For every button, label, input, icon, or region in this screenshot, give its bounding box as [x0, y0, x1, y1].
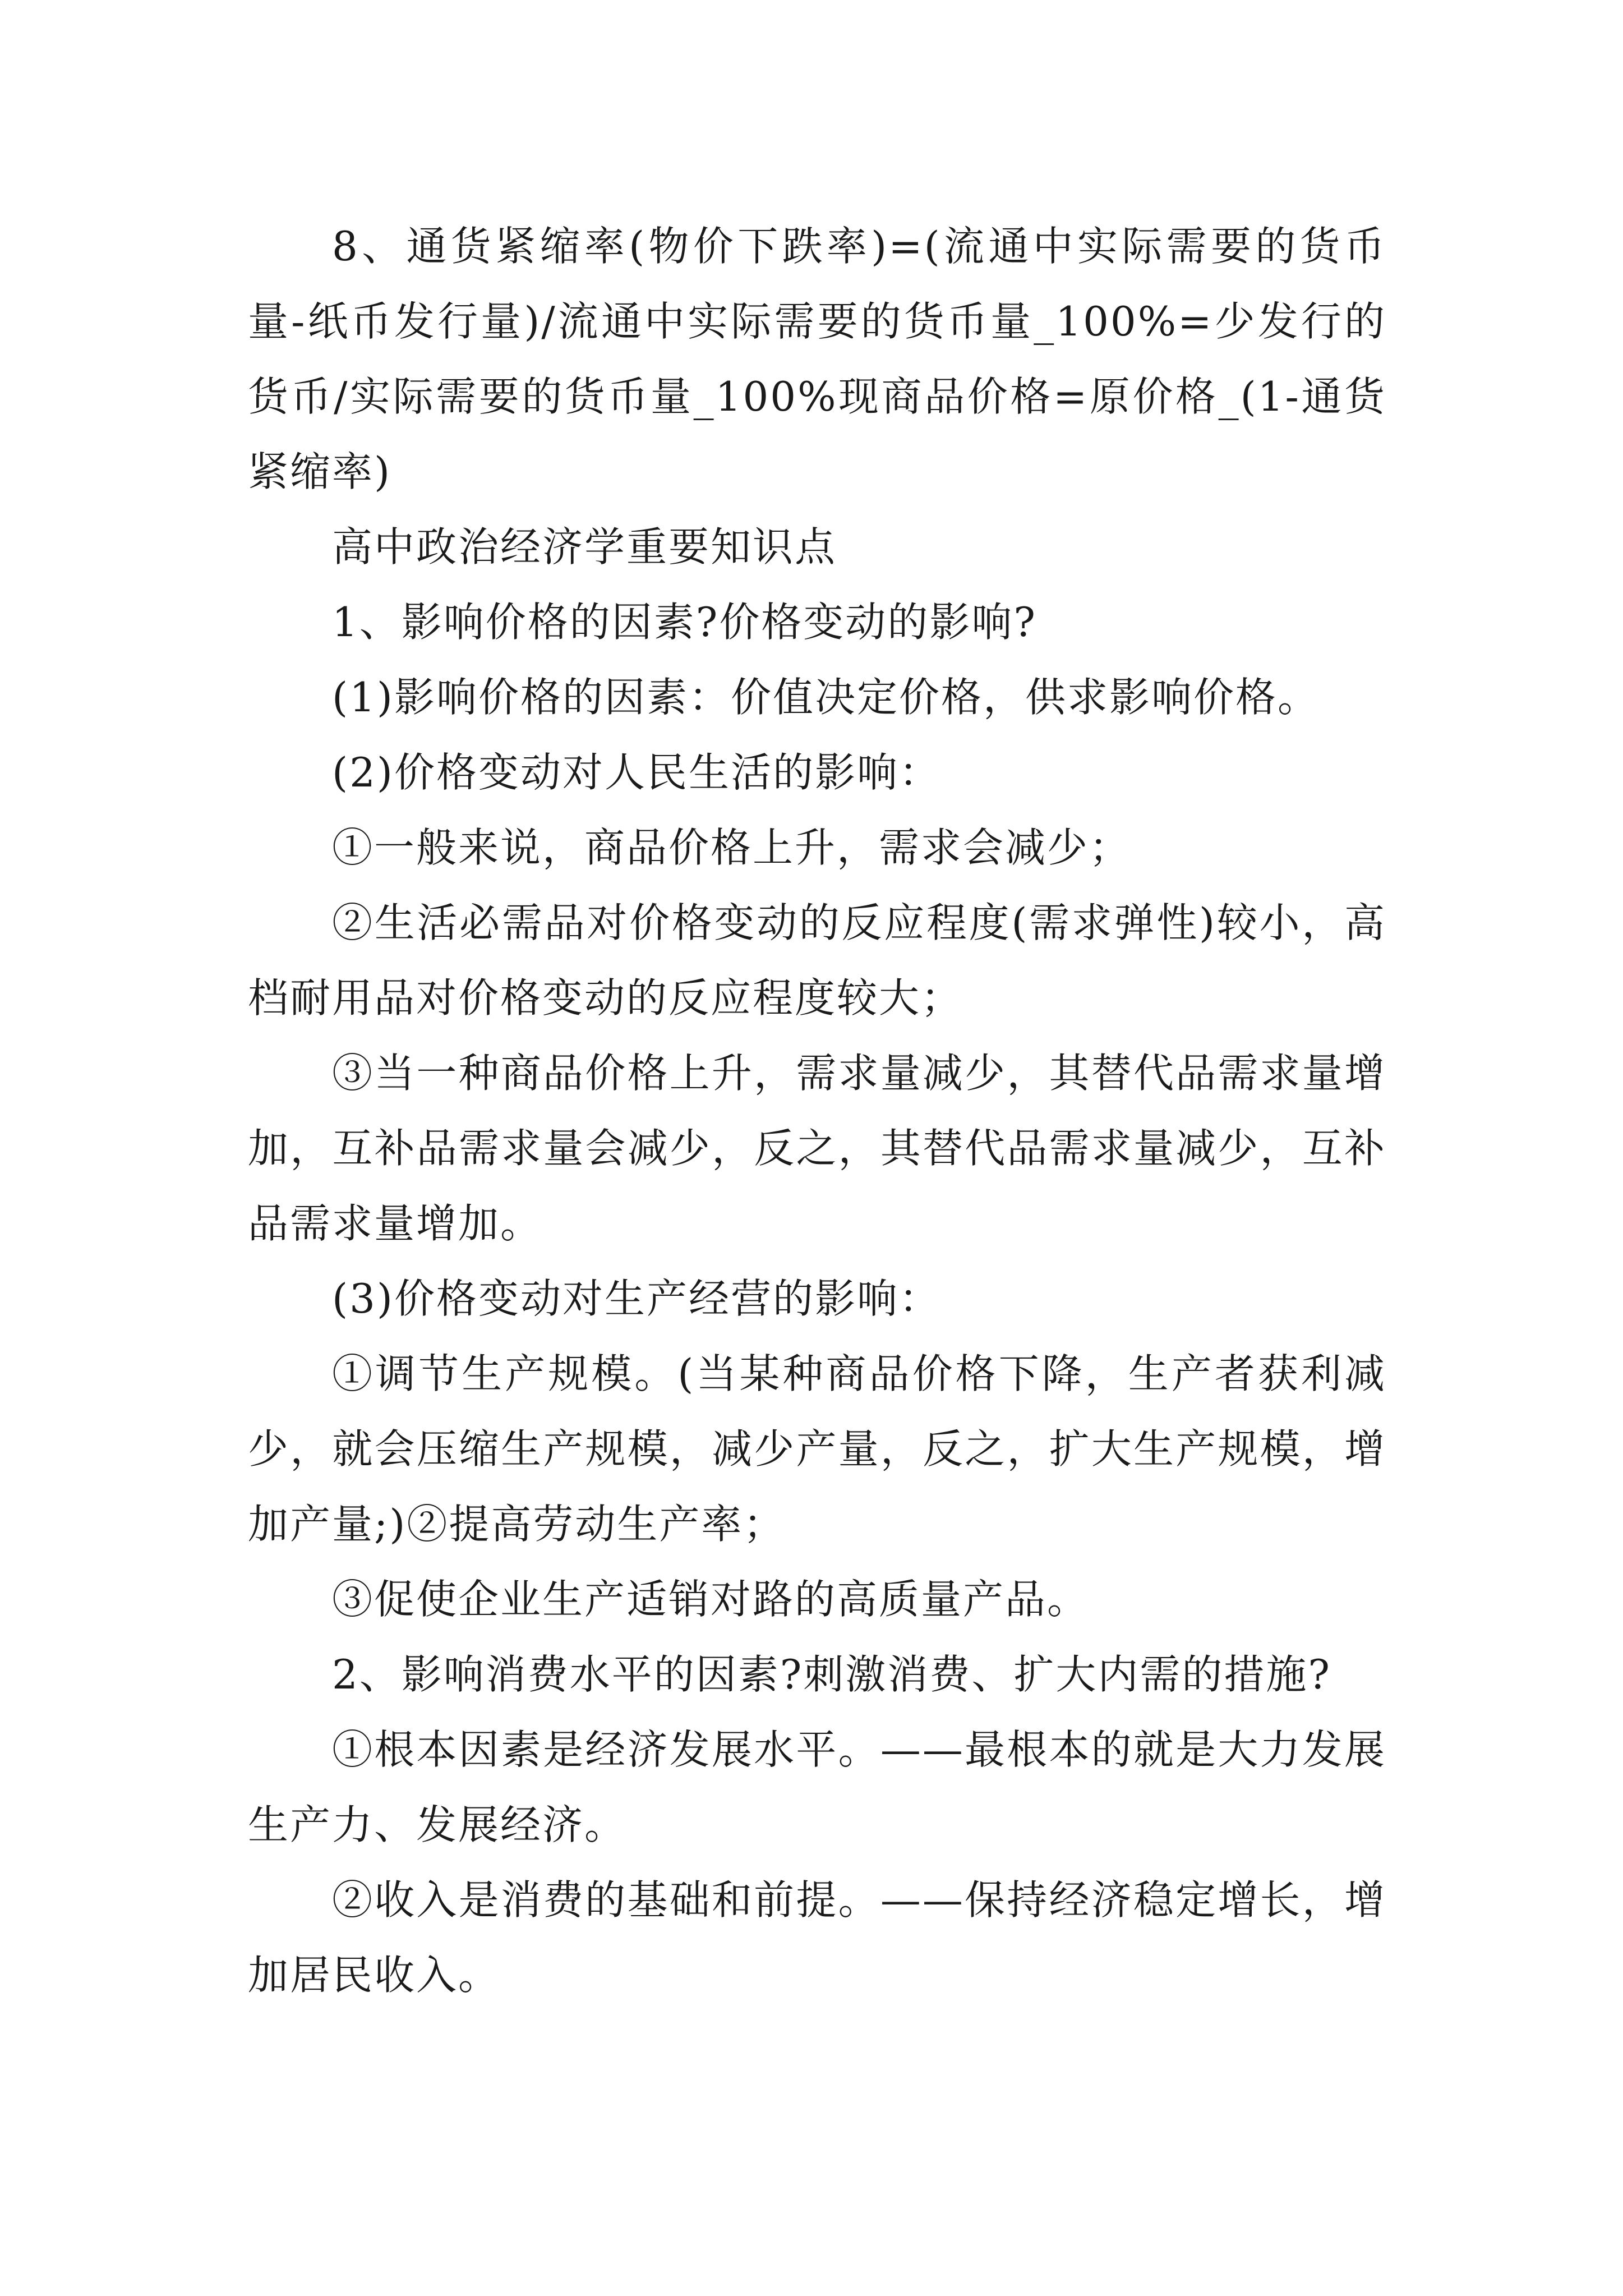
- paragraph-production-item-1: ①调节生产规模。(当某种商品价格下降，生产者获利减少，就会压缩生产规模，减少产量，反之，扩大生产规模，增加产量;)②提高劳动生产率；: [248, 1350, 1386, 1548]
- paragraph-item-3: ③当一种商品价格上升，需求量减少，其替代品需求量增加，互补品需求量会减少，反之，其替代品需求量减少，互补品需求量增加。: [248, 1050, 1386, 1247]
- paragraph-price-factors: (1)影响价格的因素：价值决定价格，供求影响价格。: [332, 674, 1320, 721]
- paragraph-consumption-item-1: ①根本因素是经济发展水平。——最根本的就是大力发展生产力、发展经济。: [248, 1726, 1386, 1848]
- section-heading: 高中政治经济学重要知识点: [332, 523, 837, 570]
- paragraph-impact-on-life: (2)价格变动对人民生活的影响：: [332, 749, 941, 796]
- question-2-heading: 2、影响消费水平的因素?刺激消费、扩大内需的措施?: [332, 1651, 1332, 1698]
- paragraph-item-2: ②生活必需品对价格变动的反应程度(需求弹性)较小，高档耐用品对价格变动的反应程度较大；: [248, 899, 1386, 1022]
- paragraph-item-1: ①一般来说，商品价格上升，需求会减少；: [332, 824, 1132, 871]
- question-1-heading: 1、影响价格的因素?价格变动的影响?: [332, 599, 1038, 646]
- paragraph-impact-on-production: (3)价格变动对生产经营的影响：: [332, 1275, 941, 1322]
- document-body: [248, 209, 1386, 2013]
- paragraph-deflation-formula: 8、通货紧缩率(物价下跌率)=(流通中实际需要的货币量-纸币发行量)/流通中实际需要的货币量_100%=少发行的货币/实际需要的货币量_100%现商品价格=原价格_(1-通货紧缩率): [248, 223, 1386, 495]
- paragraph-consumption-item-2: ②收入是消费的基础和前提。——保持经济稳定增长，增加居民收入。: [248, 1876, 1386, 1999]
- paragraph-production-item-3: ③促使企业生产适销对路的高质量产品。: [332, 1576, 1090, 1623]
